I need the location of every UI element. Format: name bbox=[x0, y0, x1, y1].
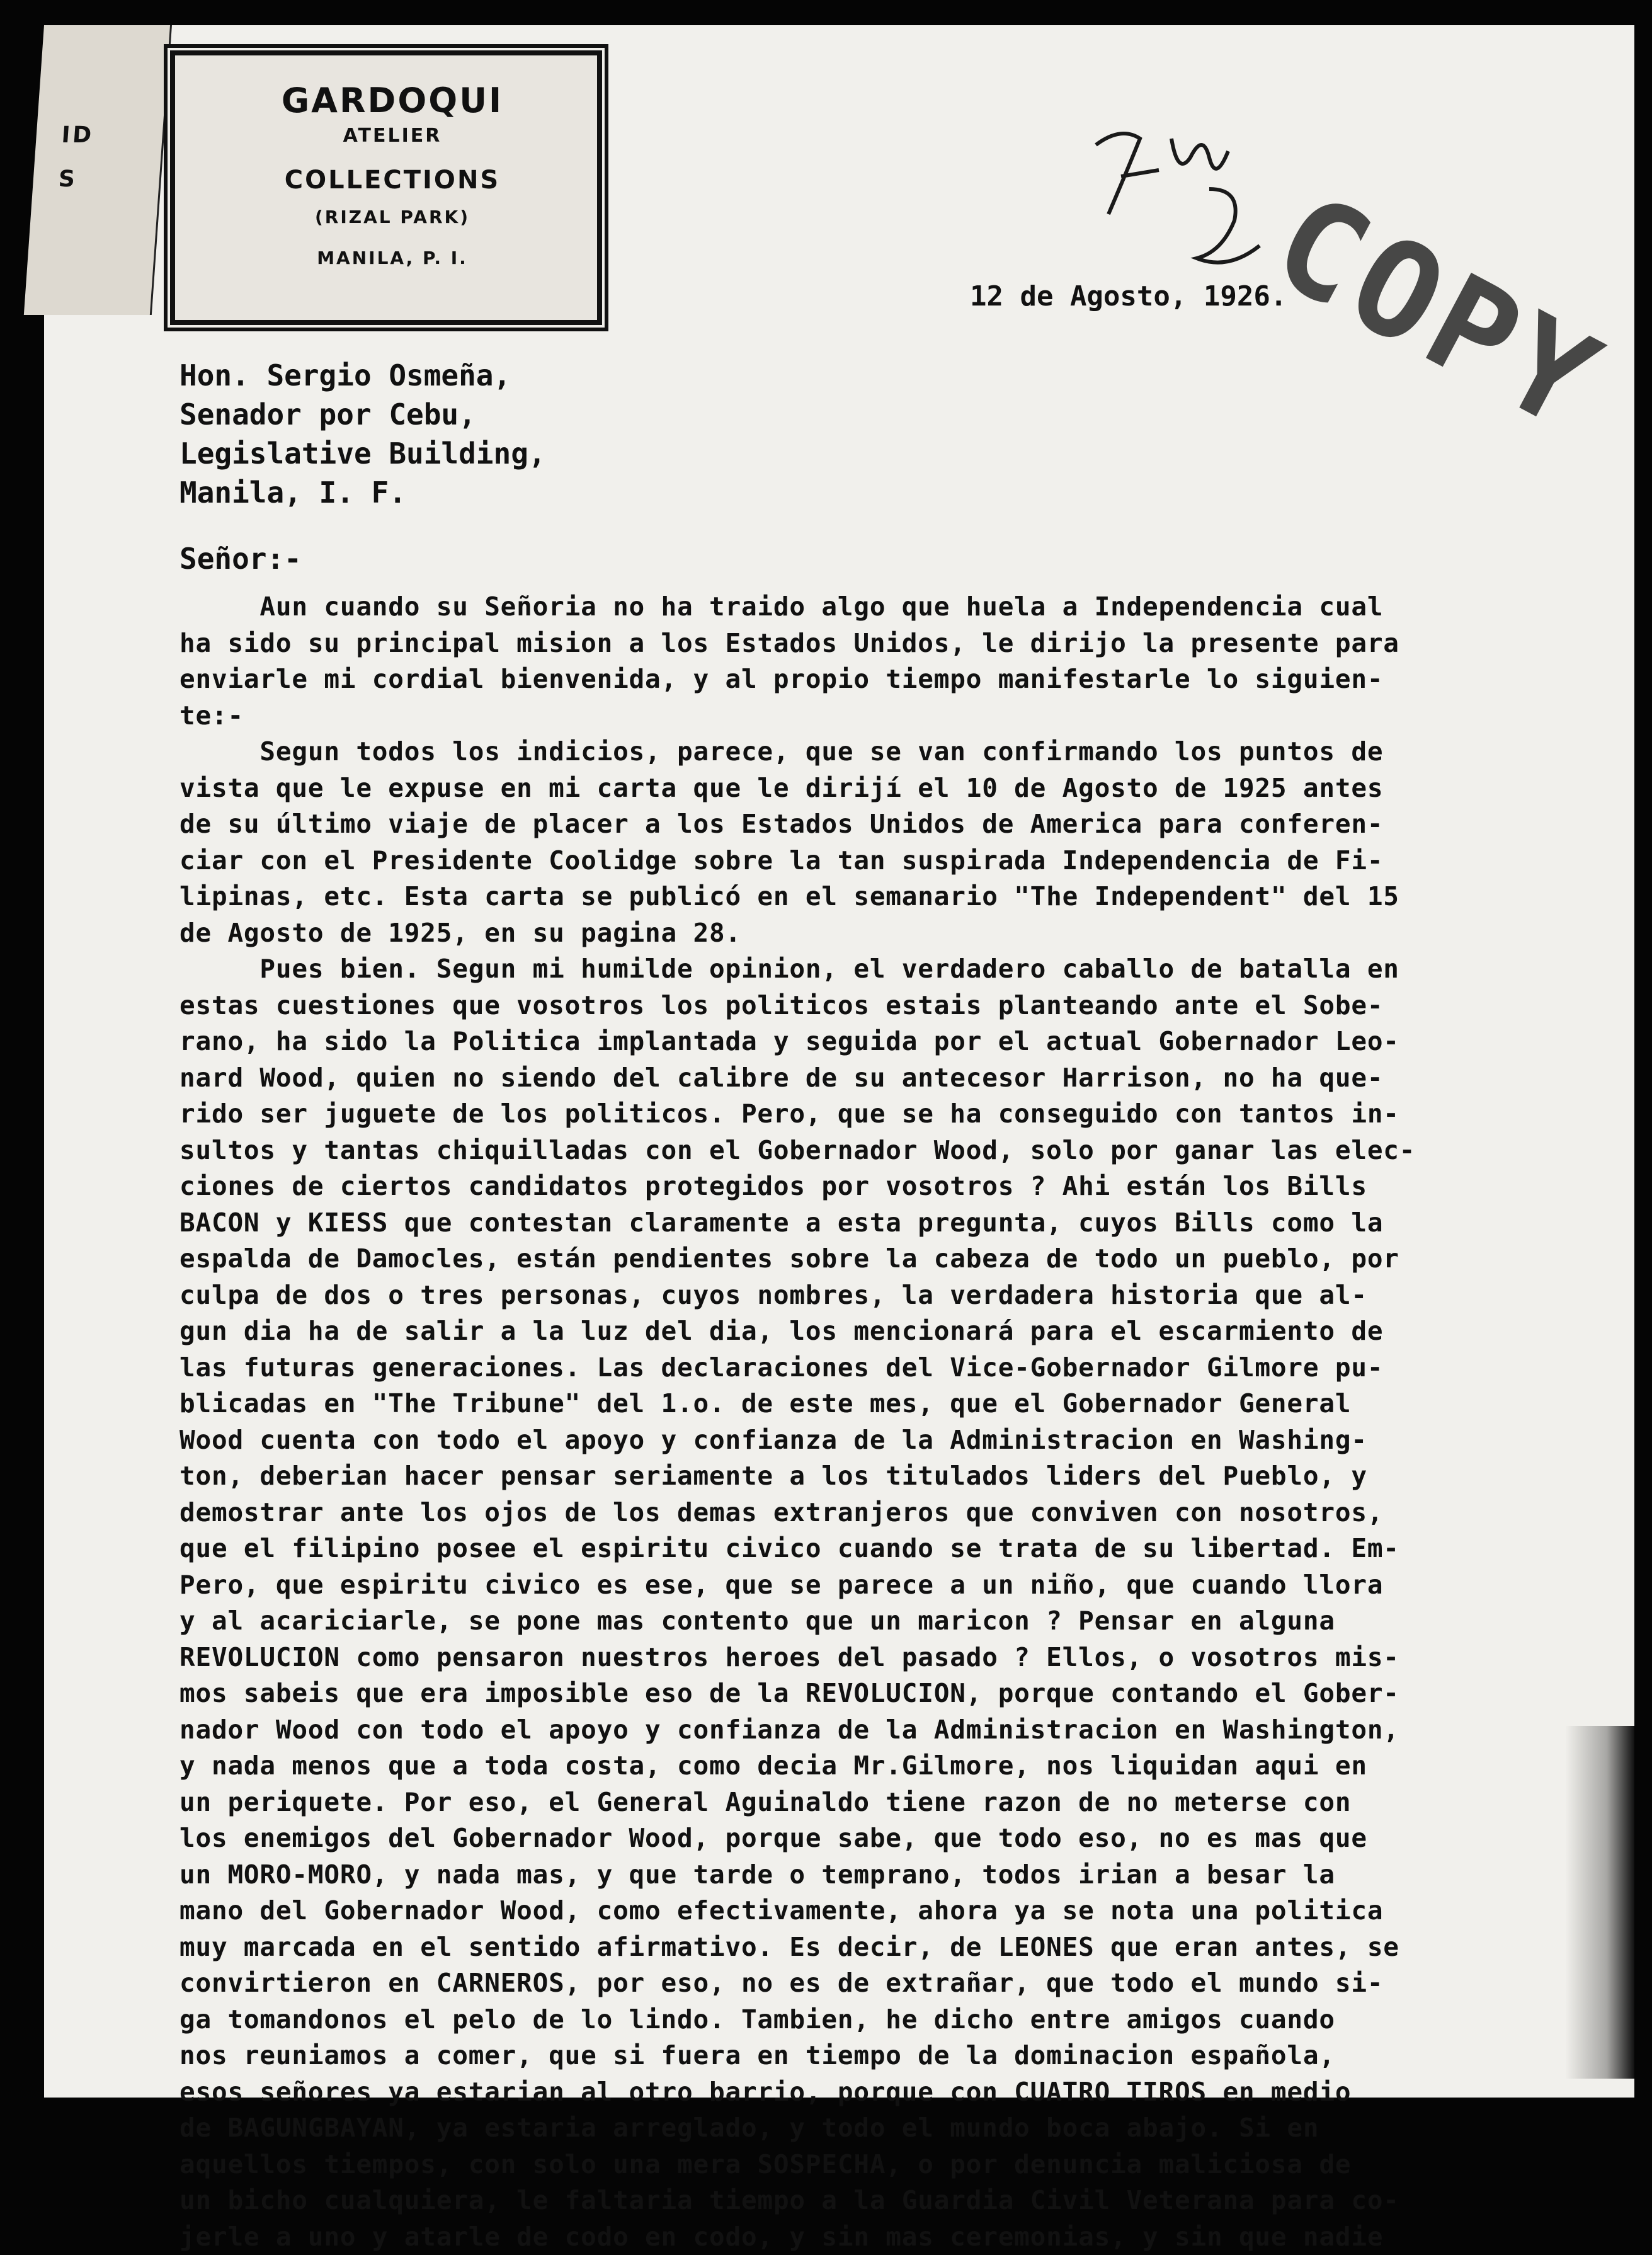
stamp-line-4: (RIZAL PARK) bbox=[200, 207, 584, 227]
address-line: Senador por Cebu, bbox=[179, 395, 1376, 434]
body-line: Pero, que espiritu civico es ese, que se parece a un niño, que cuando llora bbox=[179, 1567, 1641, 1604]
body-line: convirtieron en CARNEROS, por eso, no es de extrañar, que todo el mundo si- bbox=[179, 1965, 1641, 2002]
body-line: un bicho cualquiera, le faltaria tiempo a la Guardia Civil Veterana para co- bbox=[179, 2183, 1641, 2219]
salutation: Señor:- bbox=[179, 542, 302, 576]
body-line: espalda de Damocles, están pendientes sobre la cabeza de todo un pueblo, por bbox=[179, 1241, 1641, 1277]
body-line: ton, deberian hacer pensar seriamente a los titulados liders del Pueblo, y bbox=[179, 1458, 1641, 1495]
body-line: REVOLUCION como pensaron nuestros heroes del pasado ? Ellos, o vosotros mis- bbox=[179, 1640, 1641, 1676]
body-line: demostrar ante los ojos de los demas extranjeros que conviven con nosotros, bbox=[179, 1495, 1641, 1531]
body-line: que el filipino posee el espiritu civico cuando se trata de su libertad. Em- bbox=[179, 1531, 1641, 1567]
body-line: nador Wood con todo el apoyo y confianza de la Administracion en Washington, bbox=[179, 1712, 1641, 1749]
body-line: rido ser juguete de los politicos. Pero, que se ha conseguido con tantos in- bbox=[179, 1096, 1641, 1133]
collection-stamp bbox=[170, 50, 602, 325]
body-line: ciones de ciertos candidatos protegidos por vosotros ? Ahi están los Bills bbox=[179, 1168, 1641, 1205]
address-line: Legislative Building, bbox=[179, 434, 1376, 473]
body-line: esos señores ya estarian al otro barrio, porque con CUATRO TIROS en medio bbox=[179, 2074, 1641, 2111]
copy-stamp: COPY bbox=[1250, 164, 1626, 462]
body-line: y nada menos que a toda costa, como decia Mr.Gilmore, nos liquidan aqui en bbox=[179, 1748, 1641, 1784]
stamp-line-2: ATELIER bbox=[200, 125, 584, 147]
body-line: las futuras generaciones. Las declaraciones del Vice-Gobernador Gilmore pu- bbox=[179, 1350, 1641, 1386]
stamp-line-1: GARDOQUI bbox=[200, 81, 584, 120]
body-line: lipinas, etc. Esta carta se publicó en el semanario "The Independent" del 15 bbox=[179, 879, 1641, 915]
letter-page bbox=[44, 25, 1634, 2098]
body-line: enviarle mi cordial bienvenida, y al propio tiempo manifestarle lo siguien- bbox=[179, 661, 1641, 698]
body-line: un periquete. Por eso, el General Aguinaldo tiene razon de no meterse con bbox=[179, 1784, 1641, 1821]
torn-edge bbox=[1565, 1726, 1634, 2079]
stamp-line-3: COLLECTIONS bbox=[200, 166, 584, 195]
body-line: los enemigos del Gobernador Wood, porque sabe, que todo eso, no es mas que bbox=[179, 1820, 1641, 1857]
body-line: rano, ha sido la Politica implantada y seguida por el actual Gobernador Leo- bbox=[179, 1024, 1641, 1060]
body-line: muy marcada en el sentido afirmativo. Es decir, de LEONES que eran antes, se bbox=[179, 1929, 1641, 1966]
body-line: blicadas en "The Tribune" del 1.o. de este mes, que el Gobernador General bbox=[179, 1386, 1641, 1422]
body-line: nos reuniamos a comer, que si fuera en tiempo de la dominacion española, bbox=[179, 2038, 1641, 2074]
letter-body bbox=[179, 589, 1641, 2255]
body-line: Wood cuenta con todo el apoyo y confianza de la Administracion en Washing- bbox=[179, 1422, 1641, 1459]
address-line: Manila, I. F. bbox=[179, 473, 1376, 512]
body-line: sultos y tantas chiquilladas con el Gobernador Wood, solo por ganar las elec- bbox=[179, 1133, 1641, 1169]
corner-label-text bbox=[57, 113, 151, 202]
handwritten-initials bbox=[1083, 120, 1291, 283]
body-line: estas cuestiones que vosotros los politicos estais planteando ante el Sobe- bbox=[179, 988, 1641, 1024]
body-line: jerle a uno y atarle de codo en codo, y sin mas ceremonias, y sin que nadie bbox=[179, 2219, 1641, 2255]
stamp-line-5: MANILA, P. I. bbox=[200, 248, 584, 268]
body-line: te:- bbox=[179, 698, 1641, 734]
body-line: un MORO-MORO, y nada mas, y que tarde o temprano, todos irian a besar la bbox=[179, 1857, 1641, 1893]
body-line: gun dia ha de salir a la luz del dia, los mencionará para el escarmiento de bbox=[179, 1313, 1641, 1350]
body-line: aquellos tiempos, con solo una mera SOSPECHA, o por denuncia maliciosa de bbox=[179, 2147, 1641, 2183]
body-line: y al acariciarle, se pone mas contento que un maricon ? Pensar en alguna bbox=[179, 1603, 1641, 1640]
corner-letters-2: S bbox=[57, 157, 148, 202]
recipient-address bbox=[179, 356, 1376, 512]
body-line: ciar con el Presidente Coolidge sobre la tan suspirada Independencia de Fi- bbox=[179, 843, 1641, 879]
body-line: de Agosto de 1925, en su pagina 28. bbox=[179, 915, 1641, 952]
corner-letters-1: ID bbox=[60, 113, 151, 157]
body-line: de BAGUNGBAYAN, ya estaria arreglado, y todo el mundo boca abajo. Si en bbox=[179, 2110, 1641, 2147]
body-line: vista que le expuse en mi carta que le dirijí el 10 de Agosto de 1925 antes bbox=[179, 770, 1641, 807]
letter-date: 12 de Agosto, 1926. bbox=[970, 280, 1287, 312]
body-line: mano del Gobernador Wood, como efectivamente, ahora ya se nota una politica bbox=[179, 1893, 1641, 1929]
body-line: Pues bien. Segun mi humilde opinion, el verdadero caballo de batalla en bbox=[179, 951, 1641, 988]
body-line: Segun todos los indicios, parece, que se van confirmando los puntos de bbox=[179, 734, 1641, 770]
body-line: nard Wood, quien no siendo del calibre de su antecesor Harrison, no ha que- bbox=[179, 1060, 1641, 1097]
address-line: Hon. Sergio Osmeña, bbox=[179, 356, 1376, 395]
body-line: BACON y KIESS que contestan claramente a esta pregunta, cuyos Bills como la bbox=[179, 1205, 1641, 1242]
body-line: de su último viaje de placer a los Estados Unidos de America para conferen- bbox=[179, 806, 1641, 843]
torn-corner-label bbox=[24, 25, 172, 315]
body-line: ga tomandonos el pelo de lo lindo. Tambien, he dicho entre amigos cuando bbox=[179, 2002, 1641, 2038]
body-line: ha sido su principal mision a los Estados Unidos, le dirijo la presente para bbox=[179, 625, 1641, 662]
body-line: culpa de dos o tres personas, cuyos nombres, la verdadera historia que al- bbox=[179, 1277, 1641, 1314]
body-line: Aun cuando su Señoria no ha traido algo que huela a Independencia cual bbox=[179, 589, 1641, 625]
body-line: mos sabeis que era imposible eso de la REVOLUCION, porque contando el Gober- bbox=[179, 1676, 1641, 1712]
